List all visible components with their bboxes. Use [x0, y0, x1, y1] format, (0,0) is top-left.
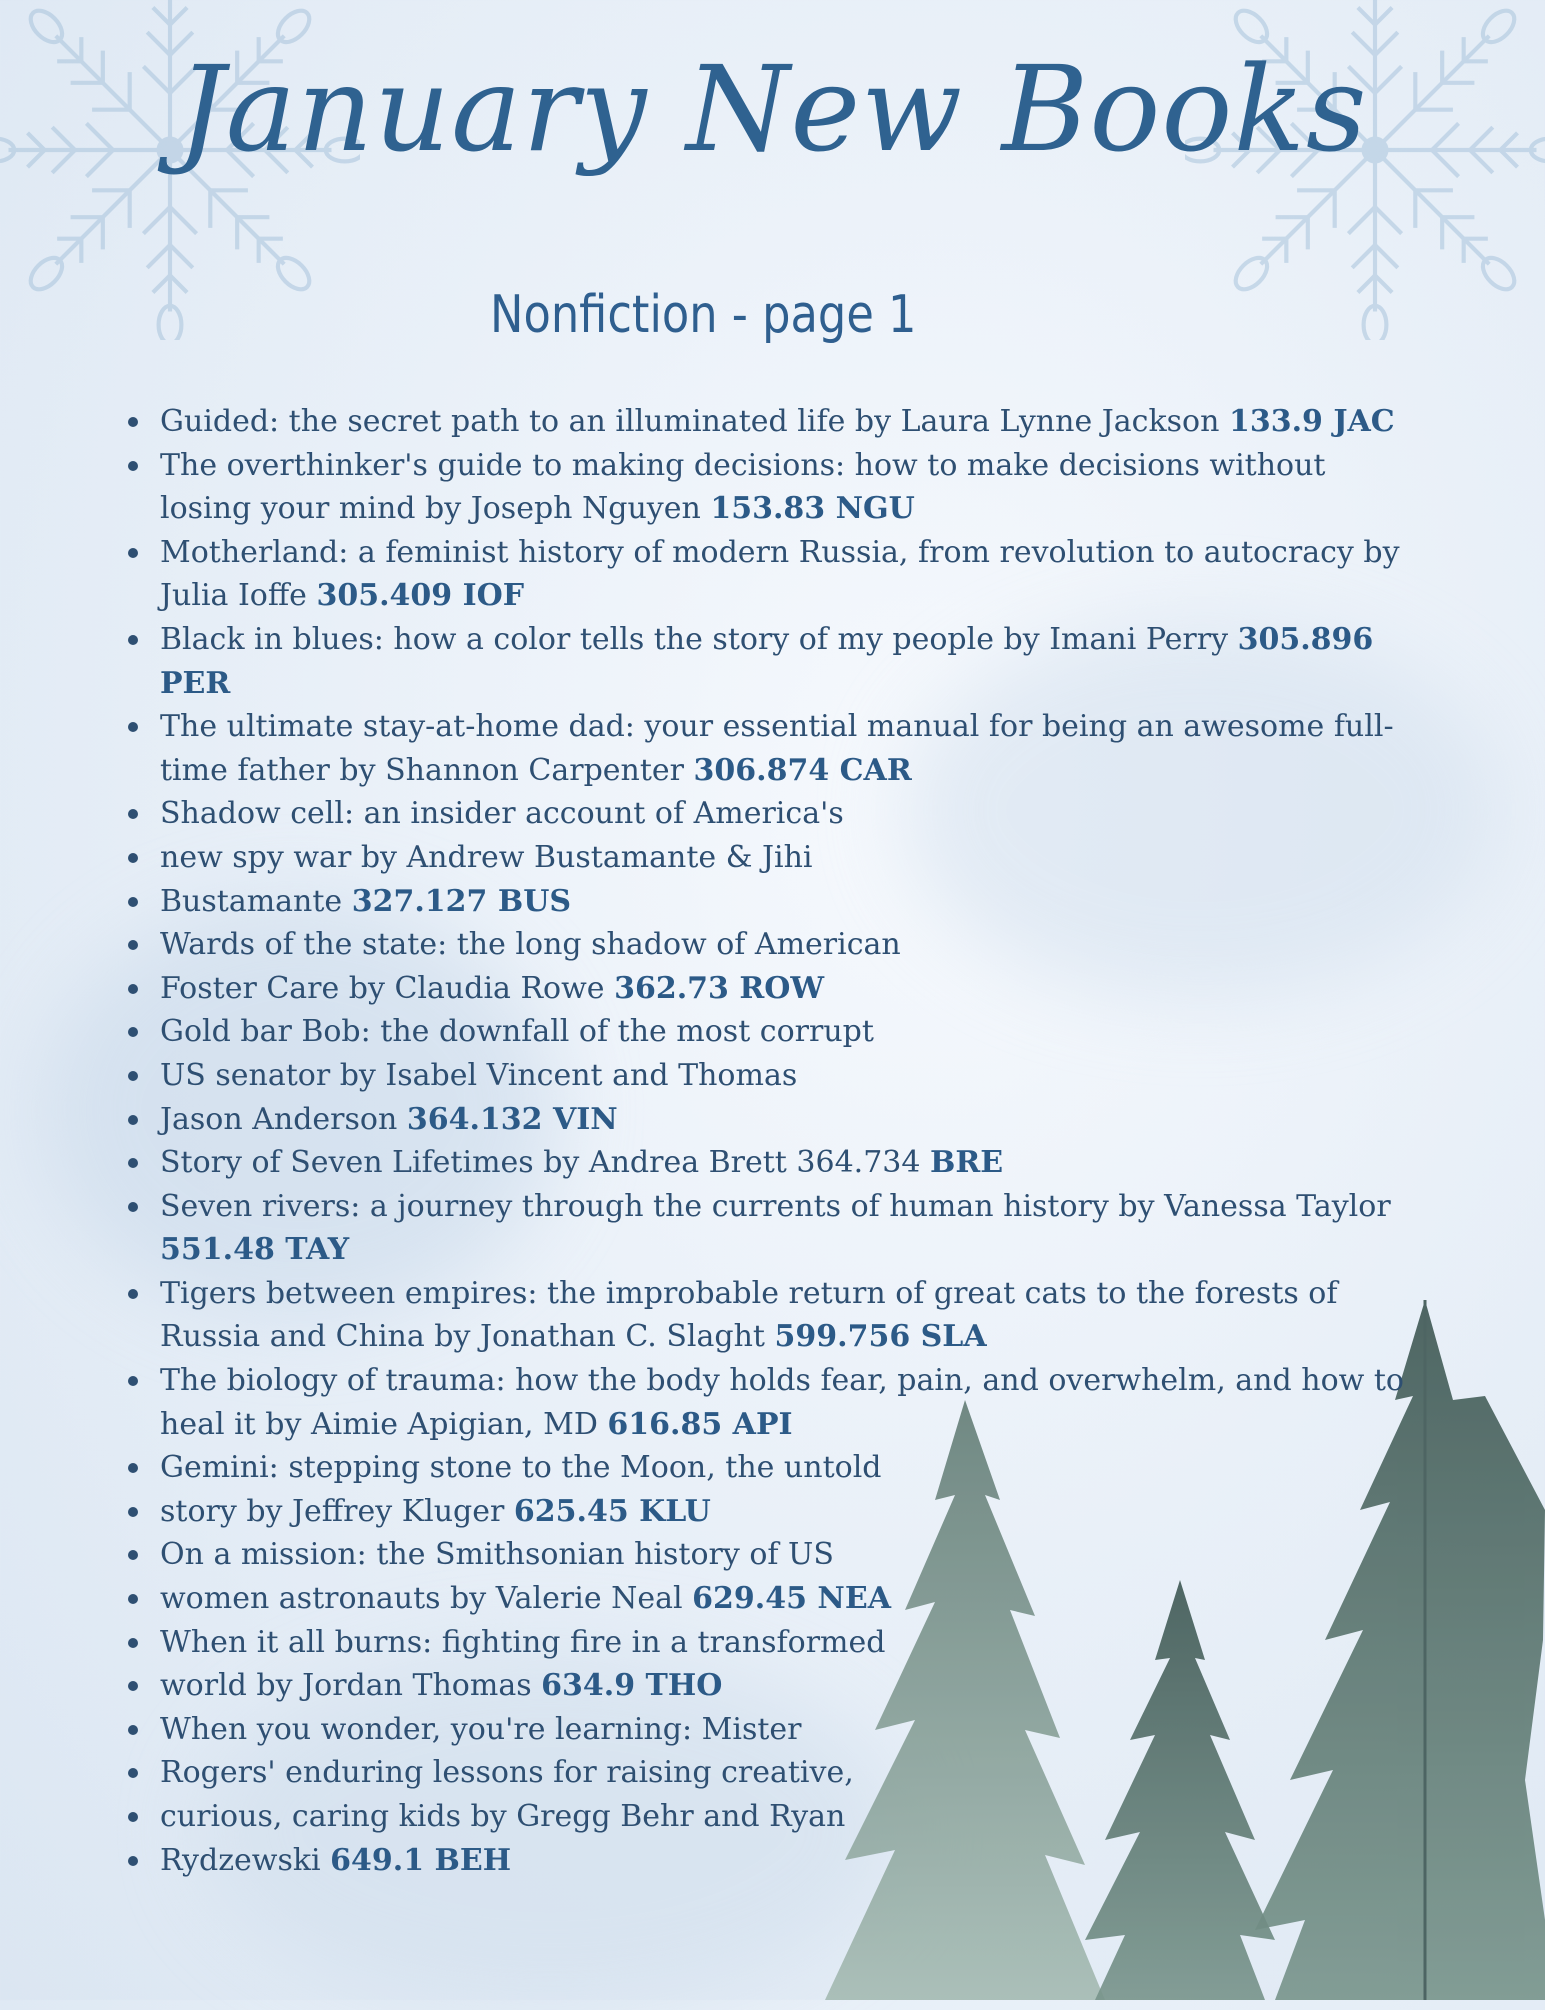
book-description: new spy war by Andrew Bustamante & Jihi — [160, 839, 813, 875]
call-number: 616.85 API — [607, 1406, 793, 1442]
book-description: Tigers between empires: the improbable return of great cats to the forests of Russia and China by Jonathan C. Slaght — [160, 1275, 1338, 1355]
book-description: The biology of trauma: how the body holds fear, pain, and overwhelm, and how to heal it by Aimie Apigian, MD — [160, 1363, 1404, 1442]
list-item — [160, 923, 1420, 967]
book-description: Shadow cell: an insider account of America's — [160, 796, 844, 832]
book-description: curious, caring kids by Gregg Behr and Ryan — [160, 1799, 846, 1834]
call-number: 625.45 KLU — [513, 1493, 711, 1529]
list-item — [160, 1664, 1420, 1708]
book-description: Gold bar Bob: the downfall of the most corrupt — [160, 1014, 874, 1050]
book-description: Wards of the state: the long shadow of American — [160, 927, 901, 963]
book-description: US senator by Isabel Vincent and Thomas — [160, 1057, 798, 1093]
list-item — [160, 836, 1420, 880]
list-item — [160, 618, 1420, 705]
call-number: 629.45 NEA — [692, 1581, 891, 1617]
book-list — [160, 400, 1420, 1882]
book-description: women astronauts by Valerie Neal — [160, 1581, 693, 1617]
call-number: 306.874 CAR — [693, 752, 912, 788]
list-item — [160, 1795, 1420, 1839]
book-description: Gemini: stepping stone to the Moon, the untold — [160, 1450, 882, 1486]
book-description: Seven rivers: a journey through the currents of human history by Vanessa Taylor — [160, 1188, 1391, 1224]
page-subtitle: Nonfiction - page 1 — [490, 285, 917, 345]
list-item — [160, 1490, 1420, 1534]
book-description: Jason Anderson — [160, 1101, 407, 1137]
call-number: BRE — [930, 1145, 1004, 1181]
list-item — [160, 1054, 1420, 1098]
list-item — [160, 880, 1420, 924]
list-item — [160, 1533, 1420, 1577]
call-number: 362.73 ROW — [614, 970, 825, 1006]
list-item — [160, 1621, 1420, 1665]
call-number: 305.896 PER — [160, 621, 1374, 701]
book-description: The ultimate stay-at-home dad: your essential manual for being an awesome full-time father by Shannon Carpenter — [160, 709, 1394, 788]
list-item — [160, 1751, 1420, 1795]
list-item — [160, 400, 1420, 444]
book-description: Story of Seven Lifetimes by Andrea Brett 364.734 — [160, 1145, 930, 1181]
call-number: 649.1 BEH — [330, 1842, 512, 1878]
book-description: Bustamante — [160, 883, 352, 919]
book-description: story by Jeffrey Kluger — [160, 1493, 514, 1529]
list-item — [160, 444, 1420, 531]
list-item — [160, 531, 1420, 618]
book-description: world by Jordan Thomas — [160, 1668, 542, 1704]
list-item — [160, 705, 1420, 792]
call-number: 551.48 TAY — [160, 1232, 350, 1268]
call-number: 364.132 VIN — [406, 1101, 618, 1137]
list-item — [160, 1446, 1420, 1490]
book-description: The overthinker's guide to making decisions: how to make decisions without losing your mind by Joseph Nguyen — [160, 447, 1326, 527]
list-item — [160, 1010, 1420, 1054]
book-description: When it all burns: fighting fire in a transformed — [160, 1624, 886, 1660]
page-title: January New Books — [177, 40, 1368, 178]
call-number: 634.9 THO — [541, 1668, 723, 1704]
list-item — [160, 1359, 1420, 1446]
book-description: Black in blues: how a color tells the story of my people by Imani Perry — [160, 621, 1238, 657]
call-number: 153.83 NGU — [710, 491, 915, 527]
call-number: 133.9 JAC — [1228, 404, 1395, 439]
book-description: On a mission: the Smithsonian history of US — [160, 1537, 834, 1573]
list-item — [160, 1185, 1420, 1272]
list-item — [160, 1708, 1420, 1752]
list-item — [160, 1839, 1420, 1883]
book-description: Foster Care by Claudia Rowe — [160, 970, 615, 1006]
call-number: 599.756 SLA — [774, 1319, 987, 1355]
call-number: 327.127 BUS — [351, 883, 572, 919]
call-number: 305.409 IOF — [316, 578, 525, 614]
list-item — [160, 1098, 1420, 1142]
book-description: Motherland: a feminist history of modern Russia, from revolution to autocracy by Julia Ioffe — [160, 534, 1400, 614]
list-item — [160, 967, 1420, 1011]
book-description: Rydzewski — [160, 1842, 331, 1878]
list-item — [160, 1272, 1420, 1359]
list-item — [160, 1141, 1420, 1185]
book-description: When you wonder, you're learning: Mister — [160, 1711, 802, 1747]
list-item — [160, 1577, 1420, 1621]
list-item — [160, 792, 1420, 836]
book-description: Rogers' enduring lessons for raising creative, — [160, 1755, 854, 1791]
book-description: Guided: the secret path to an illuminated life by Laura Lynne Jackson — [160, 404, 1229, 439]
